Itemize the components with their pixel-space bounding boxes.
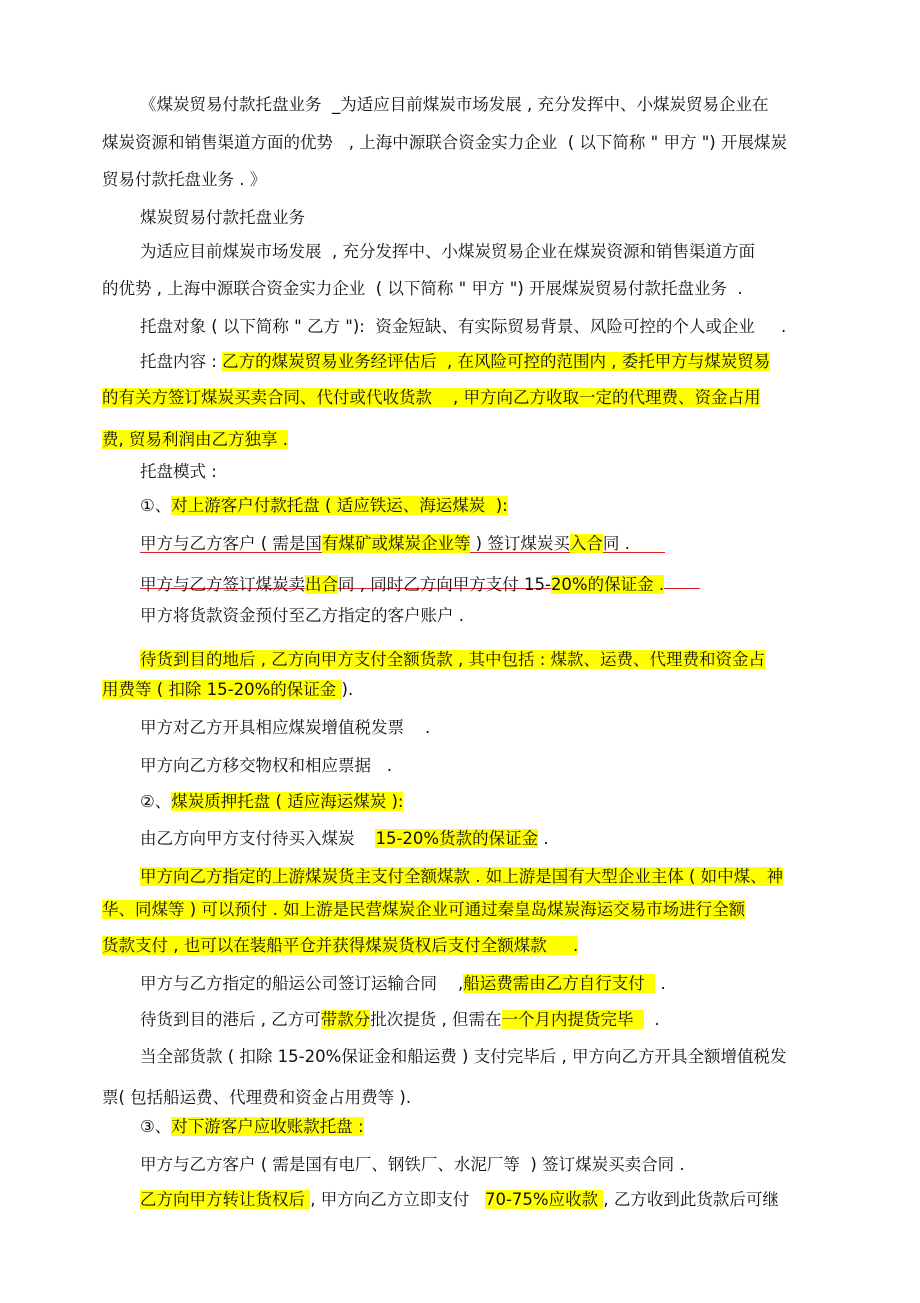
text-line [140,1045,786,1069]
text-segment: 《煤炭贸易付款托盘业务 _为适应目前煤炭市场发展 , 充分发挥中、小煤炭贸易企业在 [140,95,769,114]
text-segment: 贸易付款托盘业务 . 》 [102,170,267,189]
text-segment: , 乙方收到此货款后可继 [603,1190,779,1209]
text-segment: ①、 [140,496,172,515]
text-line [140,604,464,628]
text-line [140,648,765,672]
text-segment: 同 . [602,534,630,553]
text-segment: . [655,974,666,993]
text-line [140,790,403,814]
highlighted-text: 乙方向甲方转让货权后 [140,1190,311,1209]
text-segment: 托盘对象 ( 以下简称 " 乙方 "): 资金短缺、有实际贸易背景、风险可控的个人或企业 . [140,317,787,336]
text-segment: 托盘模式 : [140,462,217,481]
highlighted-text: 对上游客户付款托盘 ( 适应铁运、海运煤炭 ): [171,496,508,515]
text-segment: 票( 包括船运费、代理费和资金占用费等 ). [102,1088,412,1107]
text-segment: 的优势 , 上海中源联合资金实力企业 ( 以下简称 " 甲方 ") 开展煤炭贸易付款托盘业务 . [102,279,743,298]
highlighted-text: 用费等 ( 扣除 15-20%的保证金 [102,680,342,699]
text-line [102,934,578,958]
text-line [102,428,288,452]
text-segment: 甲方与乙方客户 ( 需是国有电厂、钢铁厂、水泥厂等 ) 签订煤炭买卖合同 . [140,1155,685,1174]
text-segment: 甲方对乙方开具相应煤炭增值税发票 . [140,718,431,737]
text-segment: 煤炭资源和销售渠道方面的优势 , 上海中源联合资金实力企业 ( 以下简称 " 甲方 ") 开展煤炭 [102,133,787,152]
text-segment: 为适应目前煤炭市场发展 , 充分发挥中、小煤炭贸易企业在煤炭资源和销售渠道方面 [140,242,755,261]
highlighted-text: 待货到目的地后 , 乙方向甲方支付全额货款 , 其中包括 : 煤款、运费、代理费和资金占 [140,650,766,669]
text-segment: 批次提货 , 但需在 [370,1010,502,1029]
text-line [140,1153,685,1177]
highlighted-text: 甲方向乙方指定的上游煤炭货主支付全额煤款 . 如上游是国有大型企业主体 ( 如中煤、神 [140,867,784,886]
text-line [140,716,430,740]
text-line [140,573,664,597]
highlighted-text: 70-75%应收款 [484,1190,604,1209]
text-line [102,168,266,192]
highlighted-text: 有煤矿或煤炭企业等 [321,534,471,553]
text-segment: , 甲方向乙方立即支付 [310,1190,485,1209]
text-line [140,827,549,851]
text-line [140,1008,660,1032]
text-segment: 托盘内容 : [140,352,223,371]
highlighted-text: 对下游客户应收账款托盘 : [171,1117,364,1136]
text-segment: 甲方向乙方移交物权和相应票据 . [140,756,392,775]
highlighted-text: 一个月内提货完毕 [501,1010,644,1029]
text-line [140,240,755,264]
text-segment: ) 签订煤炭买 [470,534,570,553]
text-line [102,898,745,922]
text-segment: . [538,829,549,848]
text-segment: 当全部货款 ( 扣除 15-20%保证金和船运费 ) 支付完毕后 , 甲方向乙方开具全额增值税发 [140,1047,787,1066]
text-segment: 甲方将货款资金预付至乙方指定的客户账户 . [140,606,464,625]
text-segment: 甲方与乙方指定的船运公司签订运输合同 , [140,974,464,993]
text-line [140,206,305,230]
text-line [102,678,353,702]
text-segment: 待货到目的港后 , 乙方可 [140,1010,321,1029]
highlighted-text: 船运费需由乙方自行支付 [463,974,656,993]
text-line [102,386,760,410]
highlighted-text: 华、同煤等 ) 可以预付 . 如上游是民营煤炭企业可通过秦皇岛煤炭海运交易市场进行全额 [102,900,746,919]
text-segment: 甲方与乙方客户 ( 需是国 [140,534,322,553]
text-line [102,131,787,155]
text-line [140,1115,364,1139]
text-segment: 煤炭贸易付款托盘业务 [140,208,305,227]
highlighted-text: 煤炭质押托盘 ( 适应海运煤炭 ): [171,792,404,811]
text-segment: 同 , 同时乙方向甲方支付 15- [338,575,551,594]
text-segment: 甲方与乙方签订煤炭卖 [140,575,305,594]
highlighted-text: 货款支付 , 也可以在装船平仓并获得煤炭货权后支付全额煤款 . [102,936,579,955]
text-line [140,93,768,117]
highlighted-text: 的有关方签订煤炭买卖合同、代付或代收货款 , 甲方向乙方收取一定的代理费、资金占用 [102,388,761,407]
text-segment: ). [341,680,354,699]
text-segment: ②、 [140,792,172,811]
highlighted-text: 20%的保证金 . [550,575,665,594]
text-line [102,277,743,301]
text-line [140,754,392,778]
text-segment: 由乙方向甲方支付待买入煤炭 [140,829,376,848]
text-line [140,315,786,339]
text-line [102,1086,411,1110]
text-line [140,1188,779,1212]
highlighted-text: 带款分 [320,1010,371,1029]
text-line [140,350,770,374]
highlighted-text: 费, 贸易利润由乙方独享 . [102,430,288,449]
highlighted-text: 出合 [305,575,338,594]
text-segment: ③、 [140,1117,172,1136]
text-line [140,532,630,556]
highlighted-text: 乙方的煤炭贸易业务经评估后 , 在风险可控的范围内 , 委托甲方与煤炭贸易 [222,352,771,371]
text-line [140,865,783,889]
highlighted-text: 15-20%货款的保证金 [375,829,539,848]
text-line [140,494,508,518]
highlighted-text: 入合 [569,534,603,553]
text-line [140,460,217,484]
text-segment: . [644,1010,660,1029]
text-line [140,972,666,996]
